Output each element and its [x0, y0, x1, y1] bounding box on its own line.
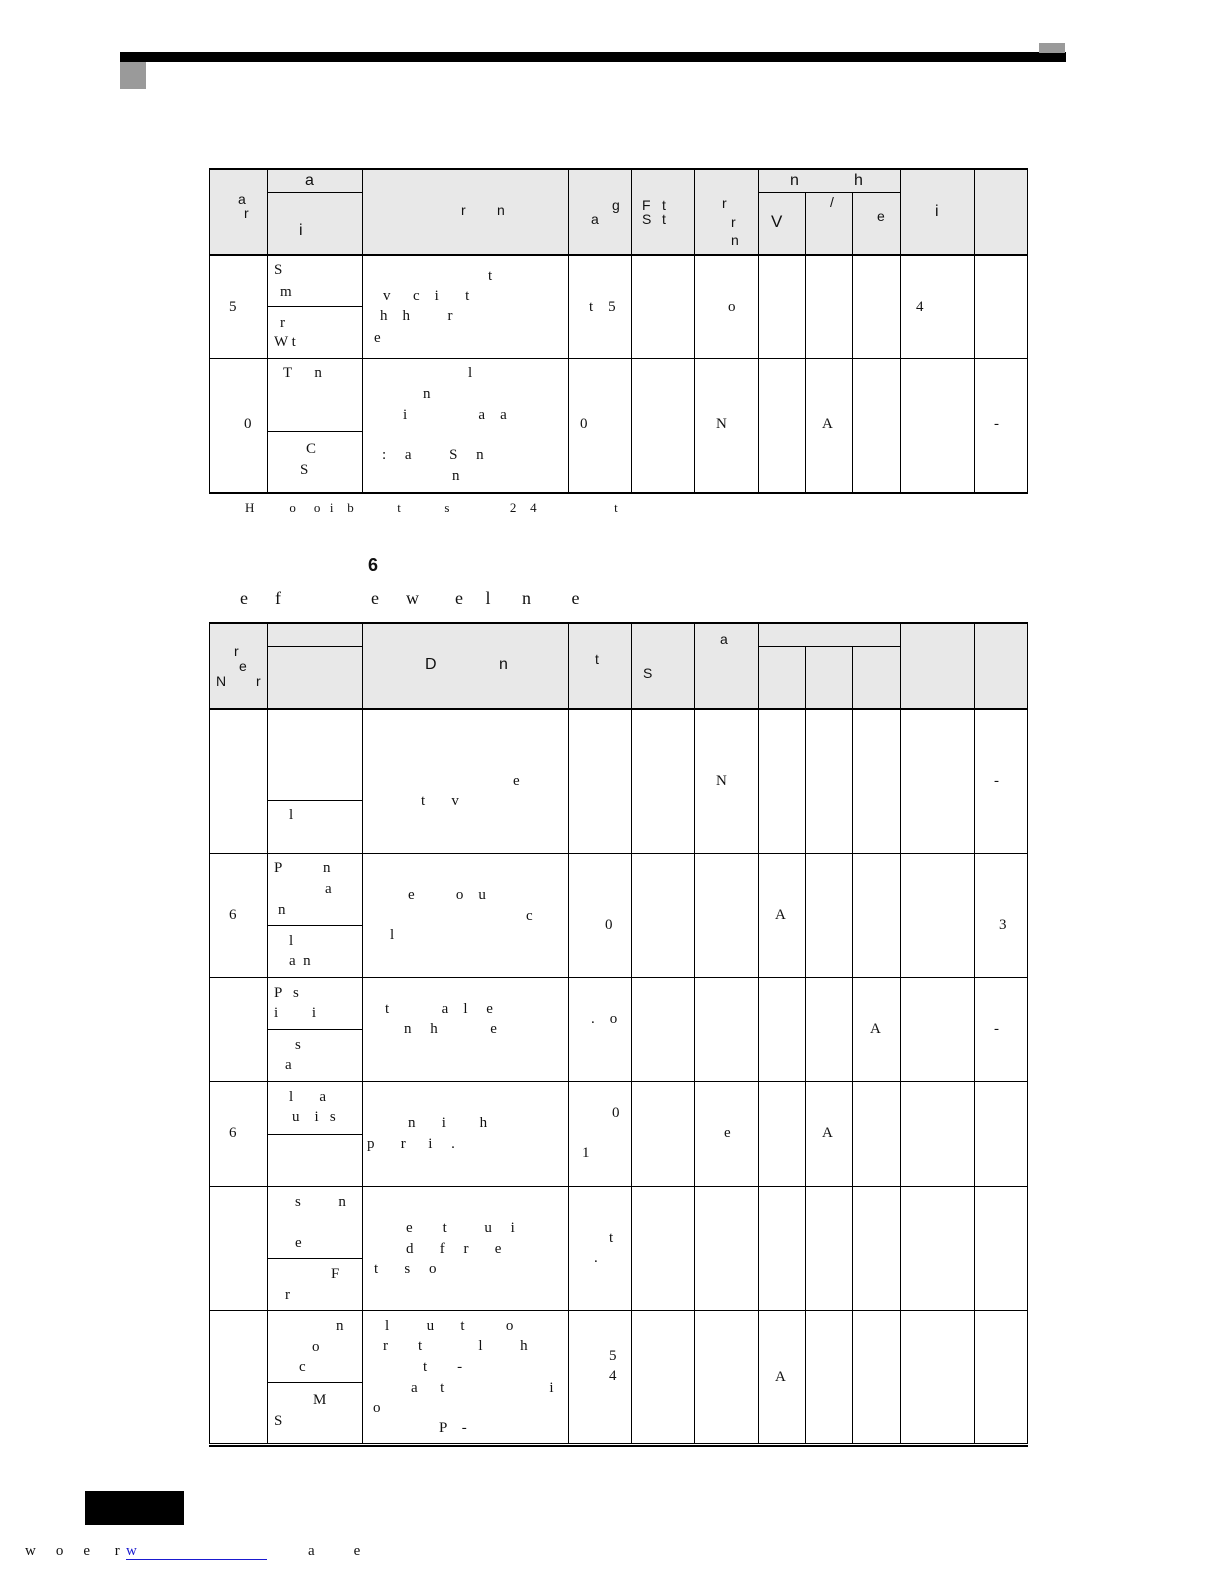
header-register: i — [901, 169, 975, 255]
param-setting-range: 0 — [569, 358, 632, 492]
header-rule — [120, 52, 1066, 62]
param-number — [210, 709, 268, 853]
param-description: n i h p r i . — [363, 1081, 569, 1186]
header-name-display — [268, 623, 363, 646]
table-row — [210, 255, 1028, 306]
param-number — [210, 977, 268, 1081]
section-intro: e f e w e l n e — [240, 588, 580, 608]
parameter-table-2 — [209, 622, 1028, 1444]
param-setting-range: 0 1 — [569, 1081, 632, 1186]
header-control-vf — [759, 646, 806, 709]
table-row — [210, 1186, 1028, 1258]
param-change-during-op: o — [695, 255, 759, 358]
param-description: e t v — [363, 709, 569, 853]
param-number: 6 — [210, 1081, 268, 1186]
chapter-tab — [120, 62, 146, 89]
param-description: l u t o r t l h t - a t i o P - — [363, 1310, 569, 1443]
param-number: 0 — [210, 358, 268, 492]
param-name-display: P n a n — [268, 853, 363, 925]
footer-text: w o e r — [25, 1543, 121, 1559]
param-control-vf-pg: A — [806, 358, 853, 492]
param-control-vector: A — [853, 977, 901, 1081]
parameter-table-1 — [209, 168, 1028, 493]
header-control-vf-pg: / — [806, 192, 853, 255]
param-description: t v c i t h h r e — [363, 255, 569, 358]
header-factory-setting: F t S t — [632, 169, 695, 255]
param-change-during-op: N — [695, 358, 759, 492]
header-factory-setting: S — [632, 623, 695, 709]
param-description: e t u i d f r e t s o — [363, 1186, 569, 1310]
param-name-display: T n — [268, 358, 363, 431]
param-name-lcd: M S — [268, 1382, 363, 1443]
param-control-vf: A — [759, 1310, 806, 1443]
param-setting-range: 5 4 — [569, 1310, 632, 1443]
header-tab — [1039, 43, 1065, 53]
table-row — [210, 709, 1028, 800]
param-page: 3 — [975, 853, 1028, 977]
param-setting-range: . o — [569, 977, 632, 1081]
param-change-during-op: e — [695, 1081, 759, 1186]
param-page — [975, 255, 1028, 358]
table-row — [210, 853, 1028, 925]
table-row — [210, 977, 1028, 1029]
header-change-during-operation: a — [695, 623, 759, 709]
param-description: e o u c l — [363, 853, 569, 977]
table-row — [210, 1081, 1028, 1134]
param-name-display — [268, 709, 363, 800]
param-name-display: s n e — [268, 1186, 363, 1258]
param-name-lcd: s a — [268, 1029, 363, 1081]
header-description: r n — [363, 169, 569, 255]
param-name-display: n o c — [268, 1310, 363, 1382]
param-page: - — [975, 977, 1028, 1081]
header-name-display: a — [268, 169, 363, 192]
footnote: H o o i b t s 2 4 t — [245, 500, 619, 515]
header-param-number: r e N r — [210, 623, 268, 709]
param-name-display: S m — [268, 255, 363, 306]
footer-link[interactable]: w — [126, 1543, 137, 1559]
header-control-vf: V — [759, 192, 806, 255]
header-description: D n — [363, 623, 569, 709]
param-description: l n i a a : a S n n — [363, 358, 569, 492]
param-name-display: l a u i s — [268, 1081, 363, 1134]
param-setting-range: t . — [569, 1186, 632, 1310]
param-change-during-op: N — [695, 709, 759, 853]
param-name-lcd: l a n — [268, 925, 363, 977]
param-number: 6 — [210, 853, 268, 977]
header-page — [975, 169, 1028, 255]
header-page — [975, 623, 1028, 709]
header-control-methods: n h — [759, 169, 901, 192]
param-register — [901, 358, 975, 492]
param-factory-setting — [632, 358, 695, 492]
header-control-methods — [759, 623, 901, 646]
param-name-lcd: r W t — [268, 306, 363, 358]
param-name-display: P s i i — [268, 977, 363, 1029]
param-factory-setting — [632, 255, 695, 358]
page-number-box — [85, 1491, 184, 1525]
param-name-lcd: l — [268, 800, 363, 853]
param-page: - — [975, 709, 1028, 853]
header-name-lcd — [268, 646, 363, 709]
param-page: - — [975, 358, 1028, 492]
section-number: 6 — [368, 555, 379, 575]
header-name-lcd: i — [268, 192, 363, 255]
table-row — [210, 358, 1028, 431]
param-number — [210, 1186, 268, 1310]
param-name-lcd: F r — [268, 1258, 363, 1310]
header-change-during-operation: r r n — [695, 169, 759, 255]
header-setting-range: g a — [569, 169, 632, 255]
header-param-number: a r — [210, 169, 268, 255]
param-setting-range: t 5 — [569, 255, 632, 358]
param-register: 4 — [901, 255, 975, 358]
footer-link-underline — [126, 1559, 267, 1560]
header-control-vector — [853, 646, 901, 709]
param-number — [210, 1310, 268, 1443]
footer-tail-text: a e — [308, 1543, 362, 1559]
header-control-vector: e — [853, 192, 901, 255]
param-name-lcd — [268, 1134, 363, 1186]
header-setting-range: t — [569, 623, 632, 709]
param-setting-range: 0 — [569, 853, 632, 977]
param-number: 5 — [210, 255, 268, 358]
param-control-vf: A — [759, 853, 806, 977]
param-control-vf-pg: A — [806, 1081, 853, 1186]
param-description: t a l e n h e — [363, 977, 569, 1081]
param-name-lcd: C S — [268, 431, 363, 492]
header-control-vf-pg — [806, 646, 853, 709]
header-register — [901, 623, 975, 709]
table-row — [210, 1310, 1028, 1382]
